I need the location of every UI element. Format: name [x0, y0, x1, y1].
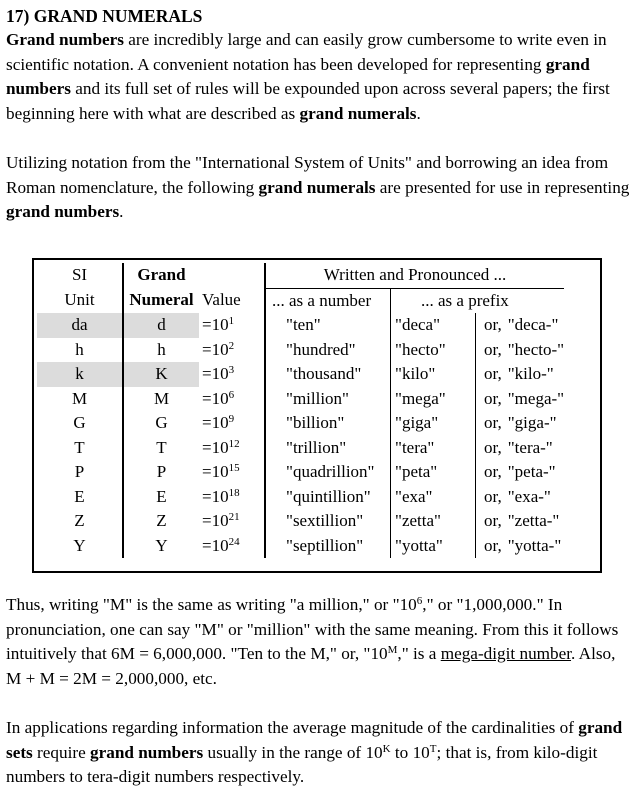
table-row [37, 460, 564, 485]
prefix-cell: "kilo" [391, 362, 476, 387]
value-cell: $=10^{18}$ [199, 485, 265, 510]
grand-numeral-cell: d [123, 313, 199, 338]
prefix-alt-cell: "giga-" [507, 413, 557, 432]
or-cell: or, [484, 486, 502, 506]
header-grand: Grand [137, 265, 186, 285]
grand-numeral-cell: h [157, 339, 166, 359]
prefix-cell: "tera" [391, 436, 476, 461]
prefix-alt-cell: "mega-" [507, 388, 565, 408]
document-page-lower [6, 593, 634, 790]
term-grand-sets: grand sets [6, 717, 623, 762]
prefix-cell: "exa" [391, 485, 476, 510]
header-si: SI [37, 263, 123, 288]
number-word-cell: "ten" [265, 313, 391, 338]
prefix-alt-cell: "exa-" [507, 486, 551, 506]
header-unit: Unit [37, 288, 123, 313]
value-cell: $=10^6$ [199, 387, 265, 412]
prefix-cell: "peta" [391, 460, 476, 485]
grand-numeral-cell: Z [156, 511, 167, 530]
table-row [37, 411, 564, 436]
prefix-alt-cell: "peta-" [507, 462, 556, 481]
value-cell: $=10^{21}$ [199, 509, 265, 534]
table-row [37, 387, 564, 412]
or-cell: or, [484, 388, 502, 408]
prefix-alt-cell: "zetta-" [507, 511, 560, 530]
value-cell: $=10^2$ [199, 338, 265, 363]
table-row [37, 338, 564, 363]
header-value: Value [199, 288, 265, 313]
value-cell: $=10^9$ [199, 411, 265, 436]
si-unit-cell: h [37, 338, 123, 363]
header-numeral: Numeral [129, 290, 194, 310]
intro-paragraph: Grand numbers are incredibly large and can easily grow cumbersome to write even in scientific notation. A convenient notation has been developed for representing grand numbers and its full set of rules will be expounded upon across several papers; the first beginning here with what are described as grand numerals. [6, 30, 610, 124]
applications-paragraph: In applications regarding information the average magnitude of the cardinalities of grand sets require grand numbers usually in the range of $10^K$ to $10^T$; that is, from kilo-digit numbers to tera-digit numbers respectively. [6, 717, 623, 787]
si-unit-cell: da [37, 313, 123, 338]
or-cell: or, [484, 437, 502, 457]
si-unit-cell: k [37, 362, 123, 387]
header-as-prefix: ... as a prefix [421, 290, 509, 310]
or-cell: or, [484, 413, 502, 432]
table-row [37, 436, 564, 461]
or-cell: or, [484, 535, 502, 555]
table-row [37, 509, 564, 534]
number-word-cell: "sextillion" [265, 509, 391, 534]
table-row [37, 485, 564, 510]
prefix-cell: "zetta" [391, 509, 476, 534]
term-grand-numbers: grand numbers [90, 742, 204, 762]
prefix-cell: "mega" [391, 387, 476, 412]
si-unit-cell: Z [37, 509, 123, 534]
si-unit-cell: P [37, 460, 123, 485]
or-cell: or, [484, 462, 502, 481]
number-word-cell: "quadrillion" [265, 460, 391, 485]
number-word-cell: "thousand" [265, 362, 391, 387]
si-unit-cell: E [37, 485, 123, 510]
si-unit-cell: M [37, 387, 123, 412]
section-heading: 17) GRAND NUMERALS [6, 6, 203, 26]
or-cell: or, [484, 511, 502, 530]
number-word-cell: "trillion" [265, 436, 391, 461]
header-as-number: ... as a number [265, 288, 391, 313]
grand-numeral-cell: Y [155, 535, 168, 555]
prefix-alt-cell: "deca-" [507, 315, 559, 334]
table-row [37, 534, 564, 559]
number-word-cell: "septillion" [265, 534, 391, 559]
grand-numeral-cell: M [153, 388, 170, 408]
si-unit-cell: Y [37, 534, 123, 559]
grand-numeral-cell: G [155, 413, 168, 432]
term-grand-numbers: grand numbers [6, 54, 590, 99]
term-mega-digit-number: mega-digit number [440, 644, 572, 664]
or-cell: or, [484, 315, 502, 334]
grand-numeral-cell: P [156, 462, 167, 481]
number-word-cell: "million" [265, 387, 391, 412]
table-row [37, 362, 564, 387]
term-grand-numerals: grand numerals [299, 104, 417, 124]
term-grand-numerals: grand numerals [258, 177, 376, 197]
term-grand-numbers: Grand numbers [6, 30, 124, 49]
thus-paragraph: Thus, writing "M" is the same as writing "a million," or "$10^6$," or "1,000,000." In pronunciation, one can say "M" or "million" with the same meaning. From this it follows intuitively that 6M = 6,000,000. "Ten to the M," or, "$10^M$," is a mega-digit number. Also, M + M = 2M = 2,000,000, etc. [6, 595, 619, 689]
grand-numerals-table [37, 263, 564, 558]
prefix-cell: "yotta" [391, 534, 476, 559]
prefix-cell: "giga" [391, 411, 476, 436]
value-cell: $=10^{12}$ [199, 436, 265, 461]
grand-numeral-cell: T [156, 437, 167, 457]
prefix-cell: "hecto" [391, 338, 476, 363]
prefix-alt-cell: "hecto-" [507, 339, 565, 359]
value-cell: $=10^{15}$ [199, 460, 265, 485]
document-page [6, 4, 634, 225]
prefix-alt-cell: "tera-" [507, 437, 553, 457]
term-grand-numbers: grand numbers [6, 202, 120, 222]
or-cell: or, [484, 339, 502, 359]
or-cell: or, [484, 364, 502, 383]
number-word-cell: "quintillion" [265, 485, 391, 510]
number-word-cell: "billion" [265, 411, 391, 436]
value-cell: $=10^3$ [199, 362, 265, 387]
prefix-alt-cell: "yotta-" [507, 535, 562, 555]
table-row [37, 313, 564, 338]
value-cell: $=10^{24}$ [199, 534, 265, 559]
grand-numeral-cell: K [123, 362, 199, 387]
value-cell: $=10^1$ [199, 313, 265, 338]
grand-numeral-cell: E [156, 486, 167, 506]
prefix-cell: "deca" [391, 313, 476, 338]
number-word-cell: "hundred" [265, 338, 391, 363]
grand-numerals-table-frame [32, 258, 602, 573]
si-unit-cell: G [37, 411, 123, 436]
si-unit-cell: T [37, 436, 123, 461]
header-written-pronounced: Written and Pronounced ... [265, 263, 564, 288]
notation-paragraph: Utilizing notation from the "International System of Units" and borrowing an idea from Roman nomenclature, the following grand numerals are presented for use in representing grand numbers. [6, 152, 630, 222]
prefix-alt-cell: "kilo-" [507, 364, 554, 383]
